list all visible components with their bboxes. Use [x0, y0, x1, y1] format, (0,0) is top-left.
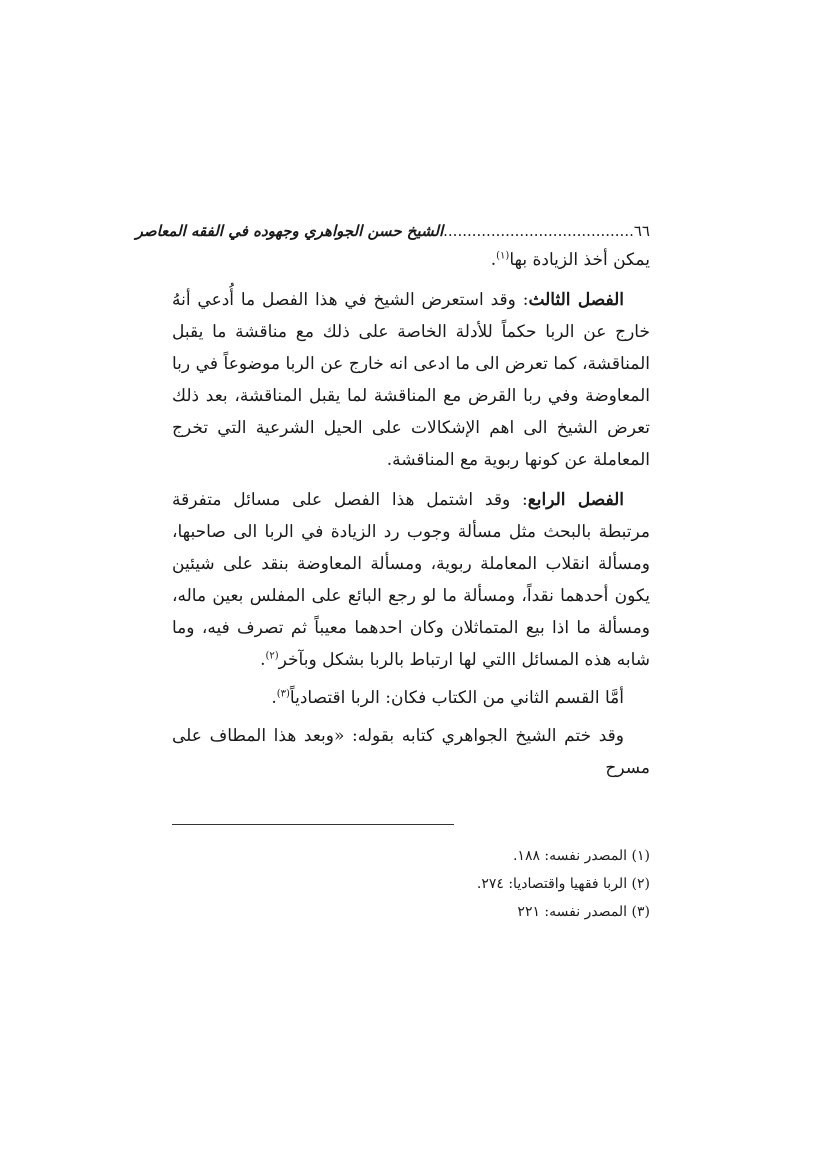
footnote-divider [172, 824, 454, 825]
footnote-3: (٣) المصدر نفسه: ٢٢١ [517, 904, 650, 920]
paragraph-1: يمكن أخذ الزيادة بها$^{(١)}$. [490, 250, 650, 270]
paragraph-part-two: أمَّا القسم الثاني من الكتاب فكان: الربا اقتصادياً$^{(٣)}$. [271, 688, 624, 708]
paragraph-chapter-three: الفصل الثالث: وقد استعرض الشيخ في هذا الفصل ما أُدعي أنهُ خارج عن الربا حكماً للأدلة الخاصة على ذلك مع مناقشة ما يقبل المناقشة، كما تعرض الى ما ادعى انه خارج عن الربا موضوعاً في ربا المعاوضة وفي ربا القرض مع المناقشة لما يقبل المناقشة، بعد ذلك تعرض الشيخ الى اهم الإشكالات على الحيل الشرعية التي تخرج المعاملة عن كونها ربوية مع المناقشة. [172, 290, 650, 470]
running-header [135, 218, 650, 244]
footnote-ref-1: (١) [496, 250, 510, 262]
chapter-three-term: الفصل الثالث [528, 290, 624, 310]
footnotes [172, 842, 650, 926]
header-leader: ........................................ [443, 222, 634, 240]
paragraph-chapter-four: الفصل الرابع: وقد اشتمل هذا الفصل على مسائل متفرقة مرتبطة بالبحث مثل مسألة وجوب رد الزيادة في الربا الى صاحبها، ومسألة انقلاب المعاملة ربوية، ومسألة المعاوضة بنقد على شيئين يكون أحدهما نقداً، ومسألة ما لو رجع البائع على المفلس بعين ماله، ومسألة ما اذا بيع المتماثلان وكان احدهما معيباً ثم تصرف فيه، وما شابه هذه المسائل االتي لها ارتباط بالربا بشكل وبآخر$^{(٢)}$. [172, 490, 650, 670]
footnote-ref-2: (٢) [265, 650, 279, 662]
paragraph-closing: وقد ختم الشيخ الجواهري كتابه بقوله: «وبعد هذا المطاف على مسرح [172, 726, 650, 778]
footnote-2: (٢) الربا فقهيا واقتصاديا: ٢٧٤. [476, 876, 650, 892]
page-body [135, 218, 650, 784]
chapter-four-term: الفصل الرابع [527, 490, 624, 510]
footnote-1: (١) المصدر نفسه: ١٨٨. [512, 848, 650, 864]
running-title: الشيخ حسن الجواهري وجهوده في الفقه المعاصر [135, 222, 444, 240]
footnote-ref-3: (٣) [276, 688, 290, 700]
page-number: ٦٦ [633, 222, 650, 240]
